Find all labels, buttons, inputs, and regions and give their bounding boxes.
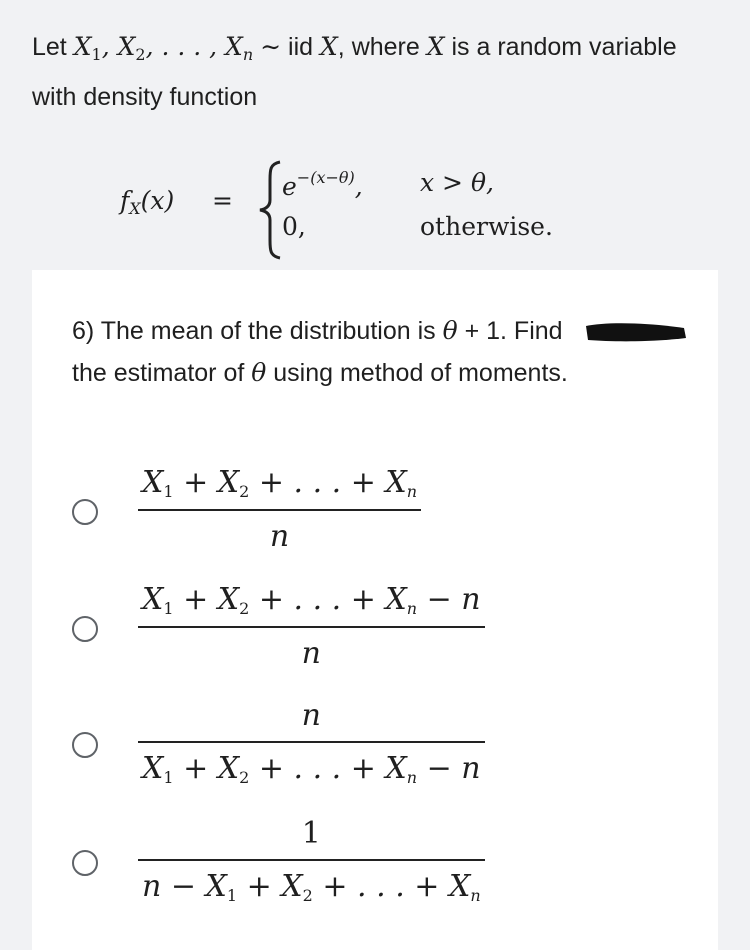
variable-x: X [319, 32, 338, 61]
option-3-denominator: $X_1 + X_2$ + . . . + $X_n - n$ [142, 751, 481, 787]
density-function [120, 152, 640, 262]
iid-tilde: ∼ [260, 32, 282, 61]
fraction-bar [138, 859, 485, 861]
option-2-fraction [138, 582, 485, 671]
density-lhs: $f_X(x)$ [120, 186, 175, 218]
sequence-math: $X_1$, $X_2$, . . . , $X_n$ [73, 32, 254, 64]
equals-sign: = [212, 186, 233, 215]
fraction-bar [138, 741, 485, 743]
option-1[interactable] [72, 465, 672, 575]
problem-intro: Let $X_1$, $X_2$, . . . , $X_n$ ∼ iid X, where X is a random variable with density function [32, 32, 677, 111]
option-2-radio[interactable] [72, 616, 98, 642]
case2-expression: 0, [282, 212, 306, 241]
fraction-bar [138, 509, 421, 511]
option-4-numerator: 1 [301, 816, 321, 851]
option-2-numerator: $X_1 + X_2$ + . . . + $X_n - n$ [142, 582, 481, 618]
option-2[interactable] [72, 582, 672, 692]
option-3-radio[interactable] [72, 732, 98, 758]
option-1-numerator: $X_1 + X_2$ + . . . + $X_n$ [142, 465, 418, 501]
redaction-scribble [584, 320, 688, 344]
option-1-denominator: n [269, 519, 290, 554]
option-4[interactable] [72, 816, 672, 926]
fraction-bar [138, 626, 485, 628]
question-text: 6) The mean of the distribution is θ + 1. Find the estimator of θ using method of moments. [72, 316, 568, 387]
option-4-radio[interactable] [72, 850, 98, 876]
option-3-fraction [138, 698, 485, 787]
option-4-denominator: $n - X_1 + X_2$ + . . . + $X_n$ [142, 869, 481, 905]
option-1-fraction [138, 465, 421, 554]
left-brace-icon [258, 160, 284, 260]
option-1-radio[interactable] [72, 499, 98, 525]
option-4-fraction [138, 816, 485, 905]
option-2-denominator: n [301, 636, 321, 671]
question-card [32, 270, 718, 950]
case2-condition: otherwise. [420, 212, 553, 241]
option-3-numerator: n [301, 698, 321, 733]
case1-condition: x > θ, [420, 168, 494, 197]
case1-expression: $e^{-(x-\theta)}$, [282, 168, 363, 201]
option-3[interactable] [72, 698, 672, 808]
